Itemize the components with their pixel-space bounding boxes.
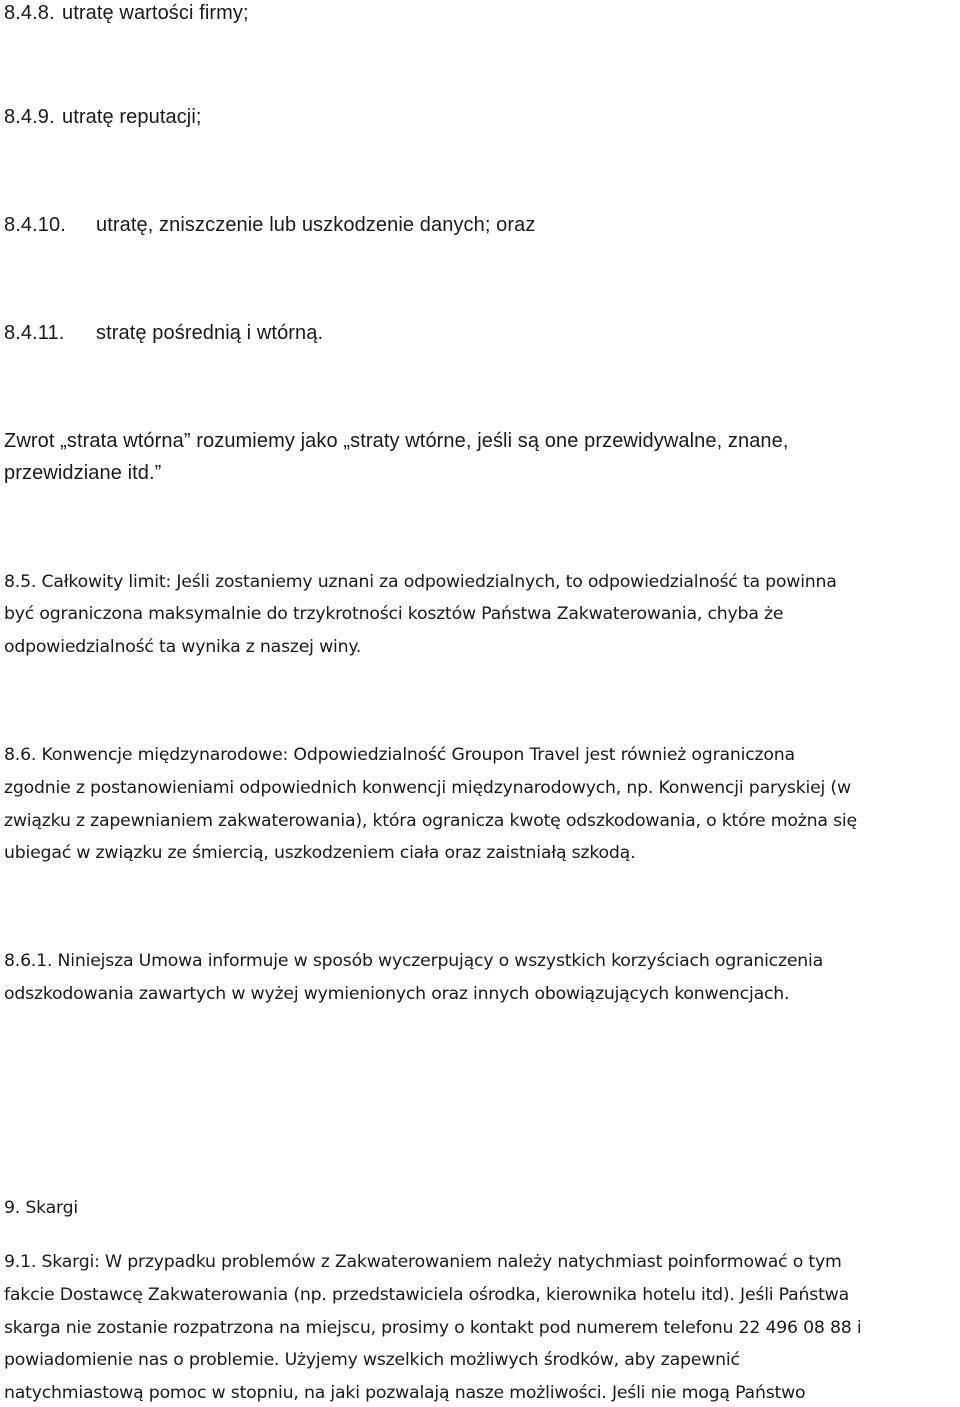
section-9-heading: 9. Skargi (4, 1198, 79, 1218)
section-8-6-1-line-2: odszkodowania zawartych w wyżej wymienionych oraz innych obowiązujących konwencjach. (4, 984, 790, 1004)
section-9-1-line-4: powiadomienie nas o problemie. Użyjemy wszelkich możliwych środków, aby zapewnić (4, 1350, 740, 1370)
section-8-6-line-3: związku z zapewnianiem zakwaterowania), która ogranicza kwotę odszkodowania, o które można się (4, 811, 857, 831)
zwrot-line-1: Zwrot „strata wtórna” rozumiemy jako „straty wtórne, jeśli są one przewidywalne, znane, (4, 430, 789, 452)
item-number: 8.4.10. (4, 214, 66, 236)
list-item-8-4-11 (4, 322, 323, 345)
section-8-6-line-1: 8.6. Konwencje międzynarodowe: Odpowiedzialność Groupon Travel jest również ograniczona (4, 745, 795, 765)
section-8-6-line-2: zgodnie z postanowieniami odpowiednich konwencji międzynarodowych, np. Konwencji paryskiej (w (4, 778, 851, 798)
item-text: stratę pośrednią i wtórną. (96, 322, 324, 344)
list-item-8-4-8 (4, 2, 249, 25)
section-8-6-1-line-1: 8.6.1. Niniejsza Umowa informuje w sposób wyczerpujący o wszystkich korzyściach ograniczenia (4, 951, 824, 971)
section-8-5-line-1: 8.5. Całkowity limit: Jeśli zostaniemy uznani za odpowiedzialnych, to odpowiedzialność ta powinna (4, 572, 837, 592)
item-number: 8.4.11. (4, 322, 65, 344)
section-9-1-line-2: fakcie Dostawcę Zakwaterowania (np. przedstawiciela ośrodka, kierownika hotelu itd). Jeśli Państwa (4, 1285, 849, 1305)
item-text: utratę wartości firmy; (62, 2, 249, 24)
section-8-6-line-4: ubiegać w związku ze śmiercią, uszkodzeniem ciała oraz zaistniałą szkodą. (4, 843, 636, 863)
list-item-8-4-9 (4, 106, 202, 129)
list-item-8-4-10 (4, 214, 536, 237)
section-9-1-line-3: skarga nie zostanie rozpatrzona na miejscu, prosimy o kontakt pod numerem telefonu 22 496 08 88 i (4, 1318, 862, 1338)
item-text: utratę, zniszczenie lub uszkodzenie danych; oraz (96, 214, 536, 236)
zwrot-line-2: przewidziane itd.” (4, 462, 162, 484)
item-text: utratę reputacji; (62, 106, 202, 128)
item-number: 8.4.8. (4, 2, 55, 24)
section-8-5-line-3: odpowiedzialność ta wynika z naszej winy. (4, 637, 362, 657)
section-9-1-line-5: natychmiastową pomoc w stopniu, na jaki pozwalają nasze możliwości. Jeśli nie mogą Państwo (4, 1383, 806, 1403)
section-8-5-line-2: być ograniczona maksymalnie do trzykrotności kosztów Państwa Zakwaterowania, chyba że (4, 604, 784, 624)
section-9-1-line-1: 9.1. Skargi: W przypadku problemów z Zakwaterowaniem należy natychmiast poinformować o tym (4, 1252, 842, 1272)
item-number: 8.4.9. (4, 106, 55, 128)
